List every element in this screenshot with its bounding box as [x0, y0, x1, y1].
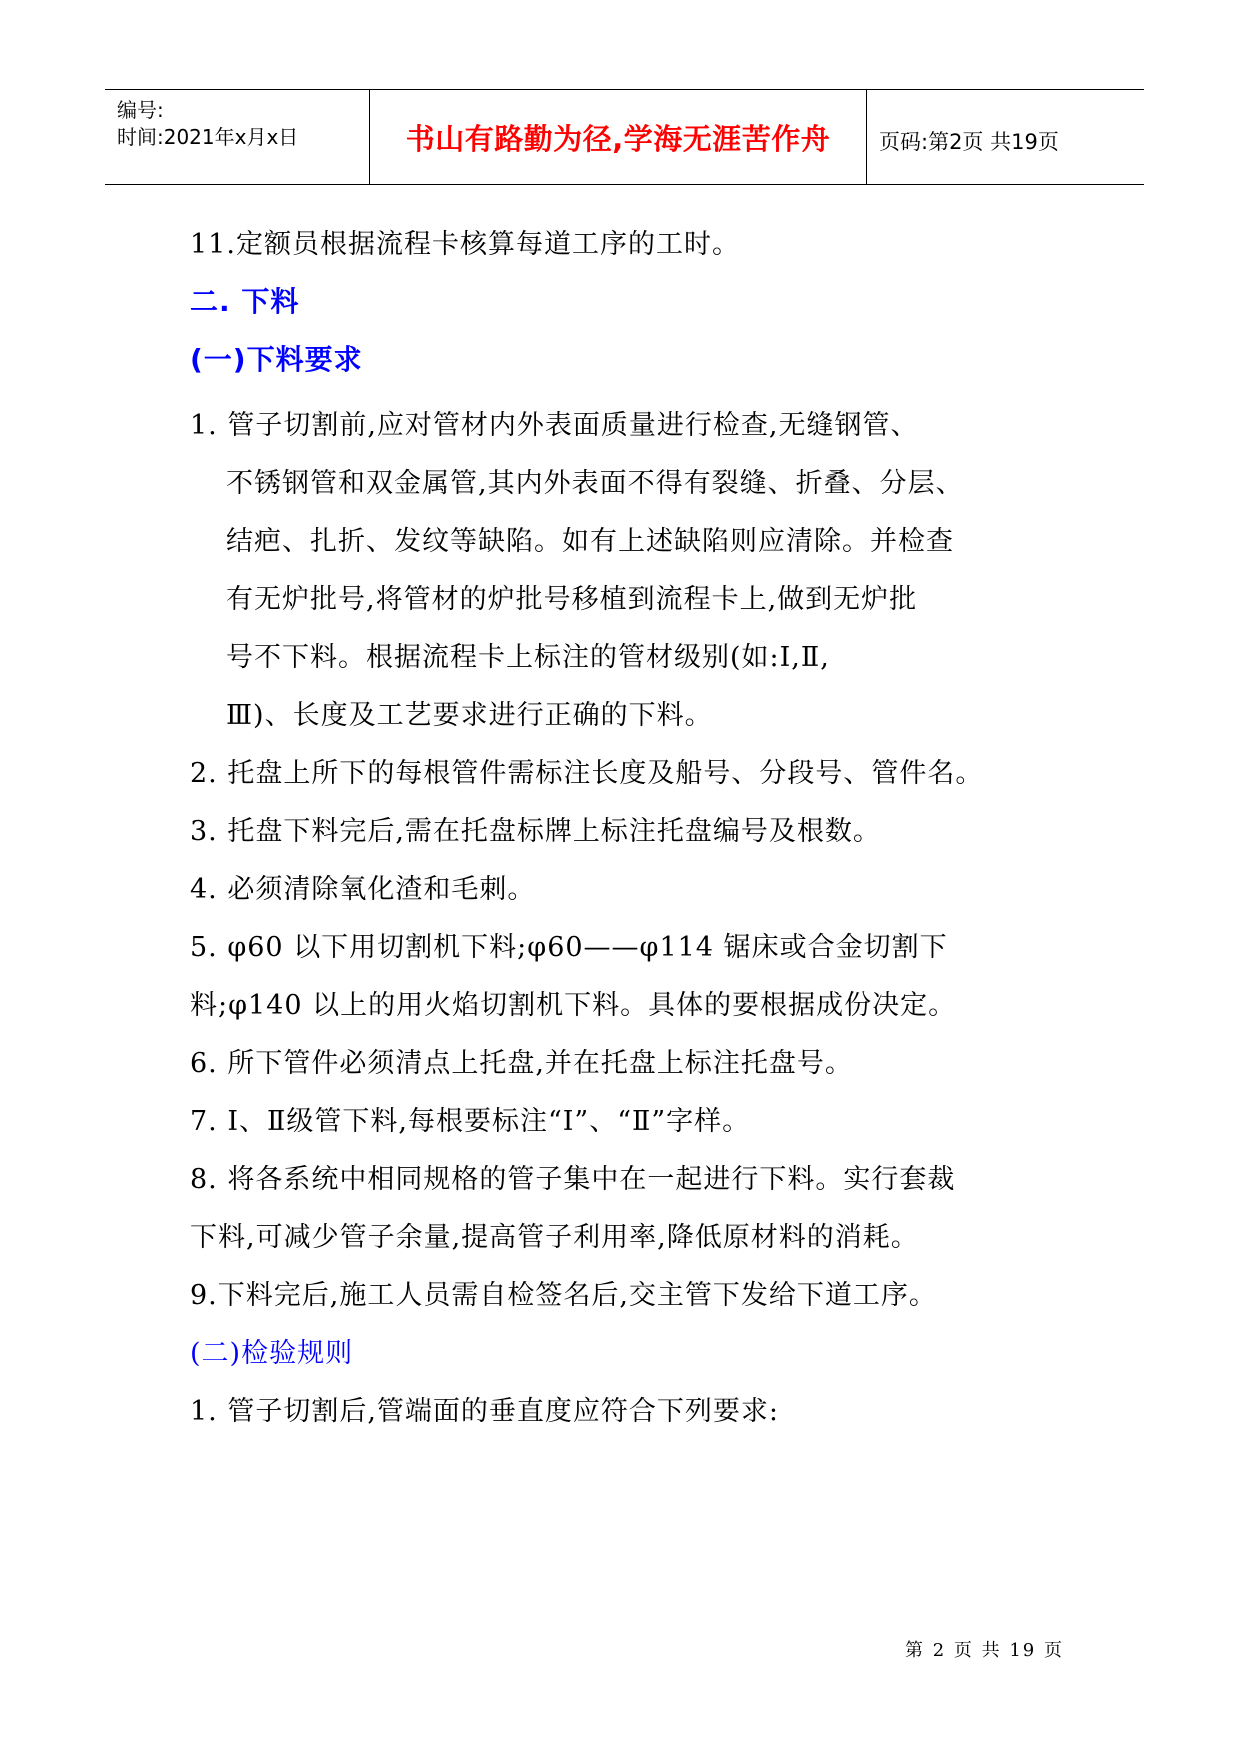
paragraph-item-1-line-3: 结疤、扎折、发纹等缺陷。如有上述缺陷则应清除。并检查 — [226, 526, 954, 557]
paragraph-item-9: 9.下料完后,施工人员需自检签名后,交主管下发给下道工序。 — [190, 1280, 937, 1311]
document-time-label: 时间:2021年x月x日 — [117, 125, 299, 149]
paragraph-item-1-line-5: 号不下料。根据流程卡上标注的管材级别(如:Ⅰ,Ⅱ, — [226, 642, 830, 673]
paragraph-item-11: 11.定额员根据流程卡核算每道工序的工时。 — [190, 229, 740, 260]
inspection-item-1: 1. 管子切割后,管端面的垂直度应符合下列要求: — [190, 1396, 780, 1427]
paragraph-item-5-line-2: 料;φ140 以上的用火焰切割机下料。具体的要根据成份决定。 — [190, 990, 957, 1021]
header-middle-cell — [370, 90, 867, 184]
paragraph-item-4: 4. 必须清除氧化渣和毛刺。 — [190, 874, 536, 905]
header-motto: 书山有路勤为径,学海无涯苦作舟 — [405, 122, 831, 156]
paragraph-item-6: 6. 所下管件必须清点上托盘,并在托盘上标注托盘号。 — [190, 1048, 853, 1079]
header-page-number: 页码:第2页 共19页 — [879, 130, 1059, 154]
paragraph-item-5-line-1: 5. φ60 以下用切割机下料;φ60——φ114 锯床或合金切割下 — [190, 932, 948, 963]
paragraph-item-1-line-6: Ⅲ)、长度及工艺要求进行正确的下料。 — [226, 700, 713, 731]
paragraph-item-7: 7. Ⅰ、Ⅱ级管下料,每根要标注“Ⅰ”、“Ⅱ”字样。 — [190, 1106, 751, 1137]
page-header — [105, 89, 1144, 185]
paragraph-item-8-line-2: 下料,可减少管子余量,提高管子利用率,降低原材料的消耗。 — [190, 1222, 919, 1253]
subsection-heading-requirements: (一)下料要求 — [190, 343, 363, 376]
header-right-cell — [867, 90, 1144, 184]
header-left-cell — [105, 90, 370, 184]
paragraph-item-8-line-1: 8. 将各系统中相同规格的管子集中在一起进行下料。实行套裁 — [190, 1164, 956, 1195]
paragraph-item-2: 2. 托盘上所下的每根管件需标注长度及船号、分段号、管件名。 — [190, 758, 984, 789]
document-number-label: 编号: — [117, 98, 164, 122]
paragraph-item-1-line-4: 有无炉批号,将管材的炉批号移植到流程卡上,做到无炉批 — [226, 584, 918, 615]
page-footer: 第 2 页 共 19 页 — [905, 1640, 1064, 1661]
paragraph-item-1-line-1: 1. 管子切割前,应对管材内外表面质量进行检查,无缝钢管、 — [190, 410, 919, 441]
section-heading: 二. 下料 — [190, 285, 300, 318]
paragraph-item-3: 3. 托盘下料完后,需在托盘标牌上标注托盘编号及根数。 — [190, 816, 881, 847]
subsection-heading-inspection: (二)检验规则 — [190, 1338, 354, 1369]
paragraph-item-1-line-2: 不锈钢管和双金属管,其内外表面不得有裂缝、折叠、分层、 — [226, 468, 964, 499]
